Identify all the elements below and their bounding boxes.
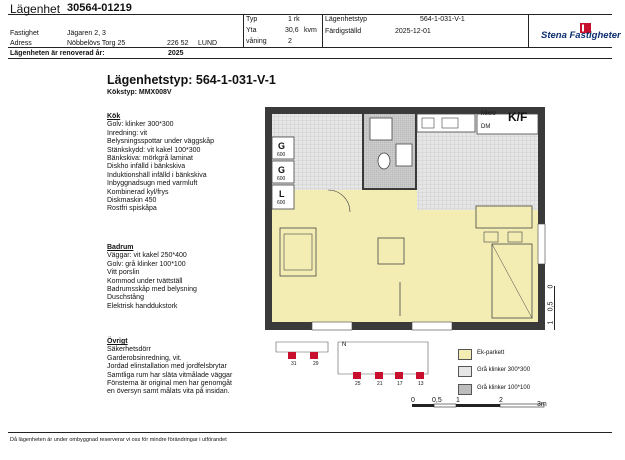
elevation-unit-marker [288,352,296,359]
legend-swatch-tile100 [458,384,472,395]
address-label: Adress [10,40,32,47]
renovated-year: 2025 [168,50,184,57]
logo-text: Stena Fastigheter [541,30,621,41]
elevation-number: 31 [291,361,297,367]
bathroom-wall [362,188,417,190]
wardrobe-size: 600 [277,176,286,182]
scale-segment [456,404,500,407]
elevation-number: 29 [313,361,319,367]
elevation-number: 13 [418,381,424,387]
plan-title: Lägenhetstyp: 564-1-031-V-1 [107,73,276,87]
kf-label: K/F [508,110,528,124]
vertical-scale-label: 1 [547,320,555,325]
note-line: Inbyggnadsugn med varmluft [107,180,198,188]
note-line: Garderobsinredning, vit. [107,354,182,362]
bathroom-heading: Badrum [107,244,134,251]
legend-swatch-tile300 [458,366,472,377]
micro-label: Mikro [481,111,496,117]
kitchen-notes [107,113,214,214]
floor-label: våning [246,38,267,45]
note-line: Badrumsskåp med belysning [107,286,197,294]
header-divider [528,14,529,47]
kitchen-heading: Kök [107,113,121,120]
elevation-block [338,342,428,374]
elevation-unit-marker [416,372,424,379]
header-divider [243,14,244,47]
note-line: Induktionshäll infälld i bänkskiva [107,171,207,179]
note-line: Kommod under tvättställ [107,277,183,285]
dining-table [476,206,532,228]
note-line: Kombinerad kyl/frys [107,188,169,196]
window [412,322,452,330]
apartment-type-value: 564-1-031-V-1 [420,16,465,23]
footer-rule [8,432,612,433]
completed-label: Färdigställd [325,28,362,35]
note-line: Samtliga rum har släta vitmålade väggar [107,371,233,379]
completed-value: 2025-12-01 [395,28,431,35]
type-label: Typ [246,16,258,23]
note-line: Vitt porslin [107,269,140,277]
legend-label: Ek-parkett [477,350,505,356]
apartment-number: 30564-01219 [67,2,132,14]
elevation-block [276,342,328,352]
washbasin [396,144,412,166]
shower-area [370,118,392,140]
wardrobe-size: 600 [277,152,286,158]
bathroom-wall [362,114,364,190]
vertical-scale-label: 0 [547,284,555,289]
elevation-number: 21 [377,381,383,387]
scale-label: 1 [456,397,460,404]
elevation-number: 17 [397,381,403,387]
note-line: Golv: grå klinker 100*100 [107,260,186,268]
note-line: en översyn samt målats vita på insidan. [107,388,230,396]
apartment-label: Lägenhet [10,2,61,16]
apartment-type-label: Lägenhetstyp [325,16,368,23]
address-street: Nöbbelövs Torg 25 [67,40,126,47]
note-line: Jordad elinstallation med jordfelsbrytar [107,363,227,371]
toilet [378,153,390,169]
note-line: Bänkskiva: mörkgrå laminat [107,155,193,163]
note-line: Duschstång [107,294,144,302]
kitchen-type: Kökstyp: MMX008V [107,89,172,96]
elevation-unit-marker [395,372,403,379]
other-notes [107,338,232,397]
elevation-unit-marker [353,372,361,379]
wardrobe-letter: G [278,141,286,151]
scale-label: 2 [499,397,503,404]
property-label: Fastighet [10,30,39,37]
linen-size: 600 [277,200,286,206]
bathroom-notes [107,244,197,311]
header-divider [322,14,323,47]
elevation-number: 25 [355,381,361,387]
address-city: LUND [198,40,218,47]
header-top-rule [8,14,612,15]
note-line: Rostfri spiskåpa [107,205,157,213]
note-line: Inredning: vit [107,129,148,137]
note-line: Belysningsspottar under väggskåp [107,138,215,146]
note-line: Golv: klinker 300*300 [107,121,174,129]
header-renovated-rule [8,58,612,59]
note-line: Väggar: vit kakel 250*400 [107,252,187,260]
floor-value: 2 [288,38,292,45]
floor-plan [262,104,547,336]
note-line: Elektrisk handdukstork [107,302,178,310]
scale-bar [410,402,550,410]
renovated-label: Lägenheten är renoverad år: [10,50,105,57]
window [312,322,352,330]
legend-swatch-parquet [458,349,472,360]
elevation-unit-marker [375,372,383,379]
scale-label: 0,5 [432,397,442,404]
linen-letter: L [279,189,285,199]
other-heading: Övrigt [107,338,128,345]
north-arrow-label: N [342,342,347,348]
note-line: Stänkskydd: vit kakel 100*300 [107,146,201,154]
vertical-scale-label: 0,5 [547,301,555,312]
property-value: Jägaren 2, 3 [67,30,106,37]
address-zip: 226 52 [167,40,189,47]
note-line: Säkerhetsdörr [107,346,151,354]
scale-label: 3m [537,401,547,408]
dishwasher-label: DM [481,124,491,130]
type-value: 1 rk [288,16,300,23]
kitchen-counter [417,114,475,132]
note-line: Diskho infälld i bänkskiva [107,163,186,171]
wardrobe-letter: G [278,165,286,175]
area-label: Yta [246,27,257,34]
note-line: Diskmaskin 450 [107,197,157,205]
scale-label: 0 [411,397,415,404]
area-unit: kvm [304,27,317,34]
legend-label: Grå klinker 300*300 [477,367,531,373]
note-line: Fönsterna är original men har genomgåt [107,380,232,388]
window [538,224,545,264]
legend-label: Grå klinker 100*100 [477,385,531,391]
footer-disclaimer: Då lägenheten är under ombyggnad reserverar vi oss för mindre förändringar i utförandet [10,437,227,443]
elevation-unit-marker [310,352,318,359]
area-value: 30,6 [285,27,299,34]
scale-segment [412,404,434,407]
